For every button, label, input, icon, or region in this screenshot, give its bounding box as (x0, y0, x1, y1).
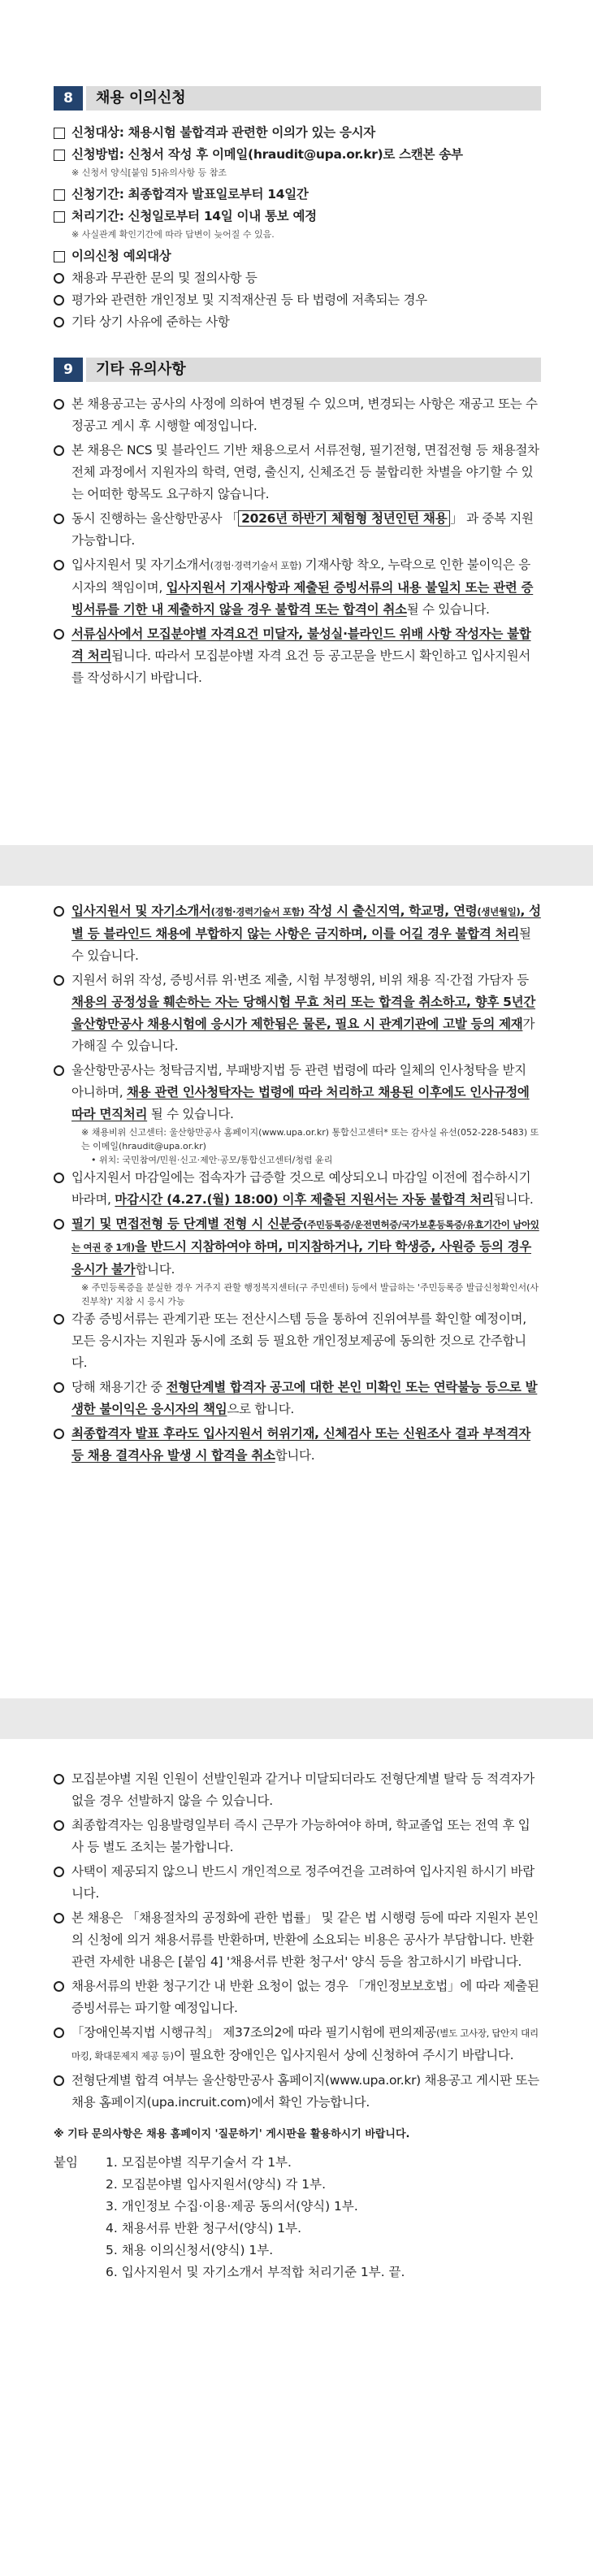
item-text: 합니다. (135, 1262, 175, 1277)
item-text: 사택이 제공되지 않으니 반드시 개인적으로 정주여건을 고려하여 입사지원 하시기 바랍니다. (71, 1864, 535, 1901)
checkbox-square-icon (54, 150, 65, 161)
list-item (54, 1060, 541, 1125)
bullet-circle-icon (54, 317, 64, 327)
emphasis-text: , 성별 등 블라인드 채용에 부합하지 않는 사항은 금지하며, 이를 어길 경우 불합격 처리 (71, 904, 541, 941)
item-text: 됩니다. (493, 1192, 534, 1207)
section-9-continued (54, 900, 541, 1469)
item-text: 본 채용공고는 공사의 사정에 의하여 변경될 수 있으며, 변경되는 사항은 재공고 또는 수정공고 게시 후 시행할 예정입니다. (71, 397, 538, 433)
item-text: 본 채용은 「채용절차의 공정화에 관한 법률」 및 같은 법 시행령 등에 따라 지원자 본인의 신청에 의거 채용서류를 반환하며, 반환에 소요되는 비용은 공사가 부담합니다. 반환 관련 자세한 내용은 [붙임 4] '채용서류 반환 청구서' 양식 등을 참고하시기 바랍니다. (71, 1910, 539, 1969)
section-8-header (54, 85, 541, 112)
note-text: ※ 사실관계 확인기간에 따라 답변이 늦어질 수 있음. (71, 229, 275, 240)
item-text: 당해 채용기간 중 (71, 1380, 167, 1394)
bullet-circle-icon (54, 1065, 64, 1076)
bullet-circle-icon (54, 1981, 64, 1992)
list-item (54, 508, 541, 552)
attachment-item: 1. 모집분야별 직무기술서 각 1부. (106, 2155, 292, 2170)
item-text: 울산항만공사는 청탁금지법, 부패방지법 등 관련 법령에 따라 일체의 인사청탁을 받지 아니하며, (71, 1063, 526, 1099)
emphasis-text: 최종합격자 발표 후라도 입사지원서 허위기재, 신체검사 또는 신원조사 결과 부적격자 등 채용 결격사유 발생 시 합격을 취소 (71, 1426, 531, 1463)
list-item (54, 1861, 541, 1905)
emphasis-text: 작성 시 출신지역, 학교명, 연령 (304, 904, 478, 918)
note-text: ※ 신청서 양식[붙임 5]유의사항 등 참조 (71, 167, 227, 178)
bullet-circle-icon (54, 2075, 64, 2086)
emphasis-text: 채용 관련 인사청탁자는 법령에 따라 처리하고 채용된 이후에도 인사규정에 따라 면직처리 (71, 1085, 530, 1121)
item-text: 본 채용은 NCS 및 블라인드 기반 채용으로서 서류전형, 필기전형, 면접전형 등 채용절차 전체 과정에서 지원자의 학력, 연령, 출신지, 신체조건 등 불합리한 차별을 야기할 수 있는 어떠한 항목도 요구하지 않습니다. (71, 443, 539, 501)
small-text: (별도 고사장, 답안지 대리마킹, 확대문제지 제공 등) (71, 2027, 539, 2062)
checkbox-square-icon (54, 211, 65, 223)
emphasis-text: 필기 및 면접전형 등 단계별 전형 시 신분증 (71, 1216, 304, 1231)
attachment-item: 2. 모집분야별 입사지원서(양식) 각 1부. (106, 2177, 327, 2192)
reference-note: ※ 주민등록증을 분실한 경우 거주지 관할 행정복지센터(구 주민센터) 등에서 발급하는 '주민등록증 발급신청확인서(사진부착)' 지참 시 응시 가능 (81, 1282, 539, 1307)
bullet-circle-icon (54, 1314, 64, 1325)
item-text: 이 필요한 장애인은 입사지원서 상에 신청하여 주시기 바랍니다. (173, 2048, 514, 2062)
attachment-list (54, 2152, 541, 2283)
emphasis-text: 마감시간 (4.27.(월) 18:00) 이후 제출된 지원서는 자동 불합격 처리 (115, 1192, 494, 1207)
emphasis-text: 채용의 공정성을 훼손하는 자는 당해시험 무효 처리 또는 합격을 취소하고, 향후 5년간 울산항만공사 채용시험에 응시가 제한됨은 물론, 필요 시 관계기관에 고발 등의 제재 (71, 995, 536, 1031)
checkbox-square-icon (54, 189, 65, 201)
item-text: 동시 진행하는 울산항만공사 「 (71, 511, 239, 526)
item-text: 기재사항 착오, 누락으로 인한 불이익은 응시자의 책임이며, (71, 557, 530, 595)
page-gap (0, 845, 593, 886)
item-text: 합니다. (275, 1448, 315, 1463)
list-item (54, 311, 541, 333)
checkbox-square-icon (54, 128, 65, 139)
list-item (54, 2022, 541, 2067)
bullet-circle-icon (54, 1429, 64, 1439)
inquiry-footnote: ※ 기타 문의사항은 채용 홈페이지 '질문하기' 게시판을 활용하시기 바랍니다. (54, 2128, 410, 2140)
list-item (54, 393, 541, 437)
emphasis-text: 을 반드시 지참하여야 하며, 미지참하거나, 기타 학생증, 사원증 등의 경우 응시가 불가 (71, 1239, 531, 1277)
section-9-final (54, 1768, 541, 2283)
small-text: (경험·경력기술서 포함) (210, 560, 302, 571)
item-text: 이의신청 예외대상 (71, 249, 171, 263)
small-text: (생년월일) (477, 906, 521, 917)
bullet-circle-icon (54, 295, 64, 306)
item-text: 될 수 있습니다. (406, 602, 490, 617)
attachment-item: 5. 채용 이의신청서(양식) 1부. (106, 2243, 274, 2257)
attachment-item: 4. 채용서류 반환 청구서(양식) 1부. (106, 2221, 302, 2236)
bullet-circle-icon (54, 1774, 64, 1785)
list-item (54, 267, 541, 289)
list-item (54, 1907, 541, 1973)
bullet-circle-icon (54, 1867, 64, 1877)
list-item (54, 206, 541, 228)
list-item (54, 440, 541, 505)
list-item (54, 1975, 541, 2019)
email-link[interactable]: hraudit@upa.or.kr (253, 147, 378, 162)
item-text: 입사지원서 및 자기소개서 (71, 557, 210, 572)
item-text: 입사지원서 마감일에는 접속자가 급증할 것으로 예상되오니 마감일 이전에 접수하시기 바라며, (71, 1170, 531, 1207)
bullet-circle-icon (54, 399, 64, 410)
section-number: 8 (54, 86, 83, 111)
bullet-circle-icon (54, 975, 64, 986)
list-item (54, 289, 541, 311)
list-item (54, 2070, 541, 2114)
bullet-circle-icon (54, 273, 64, 284)
section-title: 채용 이의신청 (96, 89, 186, 106)
section-number: 9 (54, 358, 83, 382)
emphasis-text: 입사지원서 기재사항과 제출된 증빙서류의 내용 불일치 또는 관련 증빙서류를 기한 내 제출하지 않을 경우 불합격 또는 합격이 취소 (71, 580, 534, 617)
item-text: 신청방법: 신청서 작성 후 이메일( (71, 147, 253, 162)
bullet-circle-icon (54, 445, 64, 456)
page-1 (0, 0, 593, 845)
list-item (54, 1213, 541, 1281)
bullet-circle-icon (54, 1173, 64, 1183)
section-8 (54, 85, 541, 692)
list-item (54, 1815, 541, 1858)
list-item (54, 900, 541, 967)
item-text: 신청기간: 최종합격자 발표일로부터 14일간 (71, 187, 309, 202)
item-text: 지원서 허위 작성, 증빙서류 위·변조 제출, 시험 부정행위, 비위 채용 직·간접 가담자 등 (71, 973, 529, 987)
list-item (54, 554, 541, 621)
bullet-circle-icon (54, 1219, 64, 1229)
item-text: 채용과 무관한 문의 및 절의사항 등 (71, 271, 258, 285)
list-item (54, 184, 541, 206)
reference-note: • 위치: 국민참여/민원·신고·제안·공모/통합신고센터/청렴 윤리 (91, 1155, 333, 1165)
boxed-text: 2026년 하반기 체험형 청년인턴 채용 (238, 510, 450, 527)
page-gap (0, 1698, 593, 1739)
attachment-item: 6. 입사지원서 및 자기소개서 부적합 처리기준 1부. 끝. (106, 2265, 405, 2279)
bullet-circle-icon (54, 629, 64, 640)
item-text: 가 가해질 수 있습니다. (71, 1017, 535, 1053)
item-text: 각종 증빙서류는 관계기관 또는 전산시스템 등을 통하여 진위여부를 확인할 예정이며, 모든 응시자는 지원과 동시에 조회 등 필요한 개인정보제공에 동의한 것으로 간주합니다. (71, 1312, 526, 1370)
list-item (54, 1308, 541, 1374)
item-text: 최종합격자는 임용발령일부터 즉시 근무가 가능하여야 하며, 학교졸업 또는 전역 후 입사 등 별도 조치는 불가합니다. (71, 1818, 530, 1854)
item-text: 됩니다. 따라서 모집분야별 자격 요건 등 공고문을 반드시 확인하고 입사지원서를 작성하시기 바랍니다. (71, 648, 530, 685)
item-text: 처리기간: 신청일로부터 14일 이내 통보 예정 (71, 209, 317, 223)
bullet-circle-icon (54, 906, 64, 917)
checkbox-square-icon (54, 251, 65, 262)
item-text: 모집분야별 지원 인원이 선발인원과 같거나 미달되더라도 전형단계별 탈락 등 적격자가 없을 경우 선발하지 않을 수 있습니다. (71, 1772, 535, 1808)
item-text: 채용서류의 반환 청구기간 내 반환 요청이 없는 경우 「개인정보보호법」에 따라 제출된 증빙서류는 파기할 예정입니다. (71, 1979, 539, 2015)
attachments-label: 붙임 (54, 2155, 78, 2170)
list-item (54, 1377, 541, 1420)
section-9-header (54, 356, 541, 384)
list-item (54, 623, 541, 689)
list-item (54, 969, 541, 1057)
item-text: 신청대상: 채용시험 불합격과 관련한 이의가 있는 응시자 (71, 125, 375, 140)
item-text: 기타 상기 사유에 준하는 사항 (71, 314, 230, 329)
bullet-circle-icon (54, 560, 64, 570)
item-text: 「장애인복지법 시행규칙」 제37조의2에 따라 필기시험에 편의제공 (71, 2025, 437, 2040)
bullet-circle-icon (54, 1913, 64, 1923)
item-text: 」 과 중복 지원 가능합니다. (71, 511, 534, 548)
attachment-item: 3. 개인정보 수집·이용·제공 동의서(양식) 1부. (106, 2199, 358, 2214)
list-item (54, 144, 541, 166)
list-item (54, 122, 541, 144)
small-text: (주민등록증/운전면허증/국가보훈등록증/유효기간이 남아있는 여권 중 1개) (71, 1219, 539, 1253)
item-text: )로 스캔본 송부 (377, 147, 463, 162)
small-text: (경험·경력기술서 포함) (210, 906, 305, 917)
bullet-circle-icon (54, 1820, 64, 1831)
item-text: 될 수 있습니다. (147, 1107, 234, 1121)
emphasis-text: 전형단계별 합격자 공고에 대한 본인 미확인 또는 연락불능 등으로 발생한 불이익은 응시자의 책임 (71, 1380, 538, 1416)
list-item (54, 1423, 541, 1467)
bullet-circle-icon (54, 1382, 64, 1393)
list-item (54, 1768, 541, 1812)
page-2 (0, 886, 593, 1698)
page-3 (0, 1739, 593, 2576)
emphasis-text: 서류심사에서 모집분야별 자격요건 미달자, 불성실·블라인드 위배 사항 작성자는 불합격 처리 (71, 627, 531, 663)
list-item (54, 245, 541, 267)
item-text: 평가와 관련한 개인정보 및 지적재산권 등 타 법령에 저촉되는 경우 (71, 293, 427, 307)
bullet-circle-icon (54, 2027, 64, 2038)
bullet-circle-icon (54, 514, 64, 524)
section-title: 기타 유의사항 (96, 361, 186, 378)
item-text: 으로 합니다. (227, 1402, 294, 1416)
reference-note: ※ 채용비위 신고센터: 울산항만공사 홈페이지(www.upa.or.kr) 통합신고센터* 또는 감사실 유선(052-228-5483) 또는 이메일(hraudit@upa.or.kr) (81, 1127, 539, 1151)
item-text: 전형단계별 합격 여부는 울산항만공사 홈페이지(www.upa.or.kr) 채용공고 게시판 또는 채용 홈페이지(upa.incruit.com)에서 확인 가능합니다. (71, 2073, 539, 2110)
list-item (54, 1167, 541, 1211)
emphasis-text: 입사지원서 및 자기소개서 (71, 904, 211, 918)
attachments (54, 2152, 541, 2283)
item-text: 될 수 있습니다. (71, 926, 531, 963)
